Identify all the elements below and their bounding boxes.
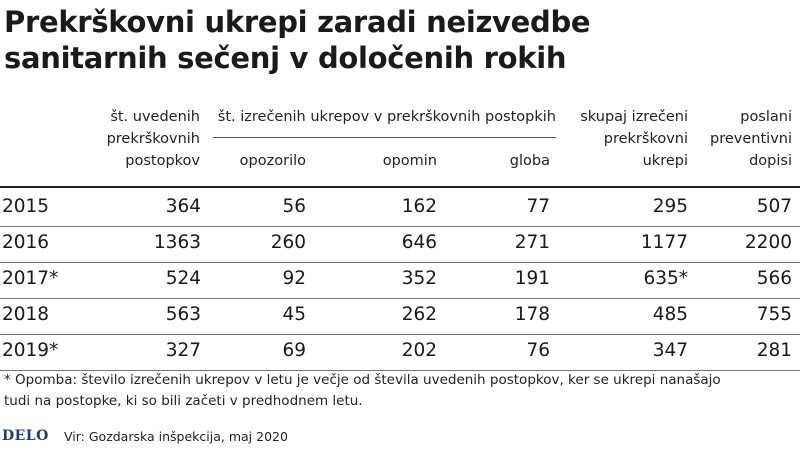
table-cell: 295 [652, 196, 688, 217]
table-cell: 260 [270, 232, 306, 253]
header-dopisi-line: poslani [740, 109, 792, 125]
table-cell: 566 [756, 268, 792, 289]
table-cell: 507 [756, 196, 792, 217]
header-dopisi-line: preventivni [710, 131, 792, 147]
table-cell: 2200 [744, 232, 792, 253]
table-cell: 352 [401, 268, 437, 289]
table-cell: 202 [401, 340, 437, 361]
table-cell: 485 [652, 304, 688, 325]
table-cell: 56 [282, 196, 306, 217]
table-cell: 347 [652, 340, 688, 361]
footnote-line-1: * Opomba: število izrečenih ukrepov v letu je večje od števila uvedenih postopkov, ker se ukrepi nanašajo [4, 372, 721, 388]
header-skupaj-line: ukrepi [642, 153, 688, 169]
row-year: 2017* [2, 268, 59, 289]
table-cell: 1177 [640, 232, 688, 253]
header-skupaj-line: prekrškovni [603, 131, 688, 147]
table-cell: 45 [282, 304, 306, 325]
header-uvedeni-line: prekrškovnih [106, 131, 200, 147]
row-year: 2019* [2, 340, 59, 361]
header-opozorilo: opozorilo [239, 153, 306, 169]
table-cell: 69 [282, 340, 306, 361]
header-dopisi-line: dopisi [749, 153, 792, 169]
row-divider [0, 262, 800, 263]
row-divider [0, 298, 800, 299]
table-cell: 271 [514, 232, 550, 253]
row-year: 2015 [2, 196, 50, 217]
header-group: št. izrečenih ukrepov v prekrškovnih postopkih [217, 109, 556, 125]
table-cell: 178 [514, 304, 550, 325]
row-divider [0, 226, 800, 227]
row-divider [0, 334, 800, 335]
table-cell: 524 [165, 268, 201, 289]
header-dopisi [700, 106, 792, 172]
table-cell: 77 [526, 196, 550, 217]
table-cell: 755 [756, 304, 792, 325]
header-uvedeni-line: št. uvedenih [110, 109, 200, 125]
table-cell: 646 [401, 232, 437, 253]
row-year: 2018 [2, 304, 50, 325]
header-opomin: opomin [382, 153, 437, 169]
header-bottom-rule [0, 186, 800, 188]
table-cell: 635* [643, 268, 688, 289]
header-globa: globa [509, 153, 550, 169]
header-group-rule [213, 137, 556, 138]
header-uvedeni [74, 106, 200, 172]
delo-logo: DELO [2, 428, 49, 444]
title-line-1: Prekrškovni ukrepi zaradi neizvedbe [4, 5, 591, 39]
table-cell: 364 [165, 196, 201, 217]
chart-title [4, 4, 794, 76]
table-cell: 563 [165, 304, 201, 325]
footnote [4, 370, 796, 412]
footnote-line-2: tudi na postopke, ki so bili začeti v predhodnem letu. [4, 393, 363, 409]
row-year: 2016 [2, 232, 50, 253]
table-cell: 76 [526, 340, 550, 361]
table-cell: 281 [756, 340, 792, 361]
table-cell: 162 [401, 196, 437, 217]
header-uvedeni-line: postopkov [125, 153, 200, 169]
header-skupaj-line: skupaj izrečeni [580, 109, 688, 125]
source-text: Vir: Gozdarska inšpekcija, maj 2020 [64, 429, 288, 444]
table-cell: 262 [401, 304, 437, 325]
header-skupaj [570, 106, 688, 172]
table-cell: 92 [282, 268, 306, 289]
table-cell: 327 [165, 340, 201, 361]
title-line-2: sanitarnih sečenj v določenih rokih [4, 41, 567, 75]
table-cell: 1363 [153, 232, 201, 253]
table-cell: 191 [514, 268, 550, 289]
